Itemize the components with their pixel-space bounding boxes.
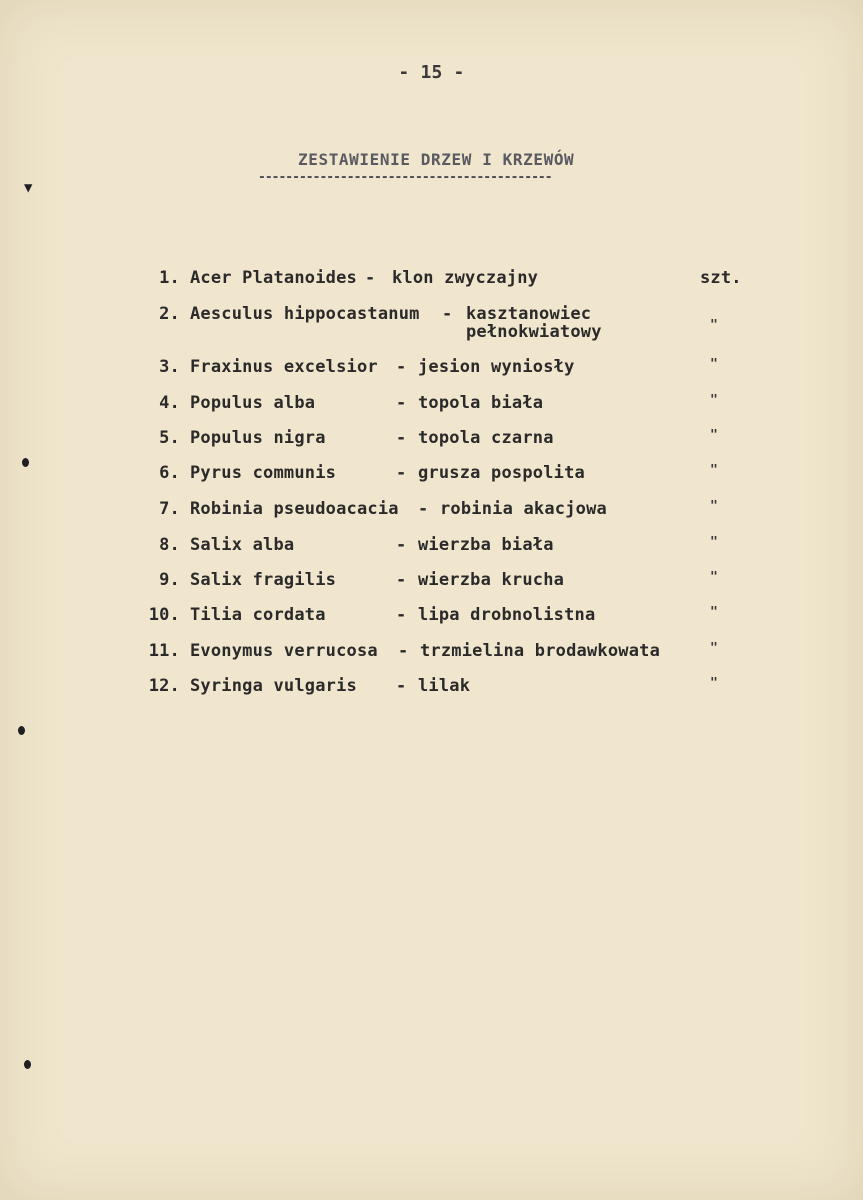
binder-hole-mark: [24, 1060, 31, 1069]
item-number: 4.: [159, 393, 180, 413]
ditto-mark: ": [710, 676, 719, 691]
separator-dash: -: [396, 393, 407, 413]
item-number: 8.: [159, 535, 180, 555]
binder-hole-mark: [18, 726, 25, 735]
separator-dash: -: [396, 605, 407, 625]
latin-name: Populus alba: [190, 393, 316, 413]
item-number: 12.: [148, 676, 180, 696]
latin-name: Evonymus verrucosa: [190, 641, 378, 661]
ditto-mark: ": [710, 393, 719, 408]
separator-dash: -: [396, 676, 407, 696]
separator-dash: -: [396, 428, 407, 448]
polish-name: wierzba krucha: [418, 570, 565, 590]
latin-name: Pyrus communis: [190, 463, 337, 483]
latin-name: Syringa vulgaris: [190, 676, 357, 696]
item-number: 2.: [159, 304, 180, 324]
unit-label: szt.: [700, 268, 742, 288]
polish-name: wierzba biała: [418, 535, 554, 555]
binder-hole-mark: [22, 458, 29, 467]
polish-name: kasztanowiec: [466, 304, 592, 324]
polish-name: lipa drobnolistna: [418, 605, 596, 625]
item-number: 10.: [148, 605, 180, 625]
page-number: - 15 -: [398, 62, 465, 83]
separator-dash: -: [442, 304, 453, 324]
latin-name: Populus nigra: [190, 428, 326, 448]
latin-name: Aesculus hippocastanum: [190, 304, 420, 324]
ditto-mark: ": [710, 570, 719, 585]
item-number: 7.: [159, 499, 180, 519]
polish-name: jesion wyniosły: [418, 357, 575, 377]
separator-dash: -: [396, 535, 407, 555]
polish-name: grusza pospolita: [418, 463, 585, 483]
separator-dash: -: [396, 570, 407, 590]
heading-underline: -------------------------------------------: [258, 170, 552, 185]
item-number: 3.: [159, 357, 180, 377]
polish-name: klon zwyczajny: [392, 268, 539, 288]
polish-name: topola biała: [418, 393, 544, 413]
ditto-mark: ": [710, 318, 719, 333]
margin-arrow-mark: ▼: [24, 180, 33, 196]
item-number: 11.: [148, 641, 180, 661]
polish-name: topola czarna: [418, 428, 554, 448]
polish-name: lilak: [418, 676, 471, 696]
item-number: 5.: [159, 428, 180, 448]
latin-name: Fraxinus excelsior: [190, 357, 378, 377]
ditto-mark: ": [710, 641, 719, 656]
ditto-mark: ": [710, 499, 719, 514]
latin-name: Robinia pseudoacacia: [190, 499, 399, 519]
latin-name: Tilia cordata: [190, 605, 326, 625]
ditto-mark: ": [710, 357, 719, 372]
separator-dash: -: [396, 463, 407, 483]
ditto-mark: ": [710, 463, 719, 478]
latin-name: Salix fragilis: [190, 570, 337, 590]
polish-name: robinia akacjowa: [440, 499, 607, 519]
item-number: 6.: [159, 463, 180, 483]
ditto-mark: ": [710, 428, 719, 443]
ditto-mark: ": [710, 605, 719, 620]
latin-name: Acer Platanoides: [190, 268, 357, 288]
separator-dash: -: [398, 641, 409, 661]
separator-dash: -: [396, 357, 407, 377]
item-number: 1.: [159, 268, 180, 288]
separator-dash: -: [418, 499, 429, 519]
separator-dash: -: [365, 268, 376, 288]
item-number: 9.: [159, 570, 180, 590]
ditto-mark: ": [710, 535, 719, 550]
polish-name: trzmielina brodawkowata: [420, 641, 661, 661]
document-heading: ZESTAWIENIE DRZEW I KRZEWÓW: [298, 150, 575, 169]
polish-name-continuation: pełnokwiatowy: [466, 322, 602, 342]
latin-name: Salix alba: [190, 535, 295, 555]
